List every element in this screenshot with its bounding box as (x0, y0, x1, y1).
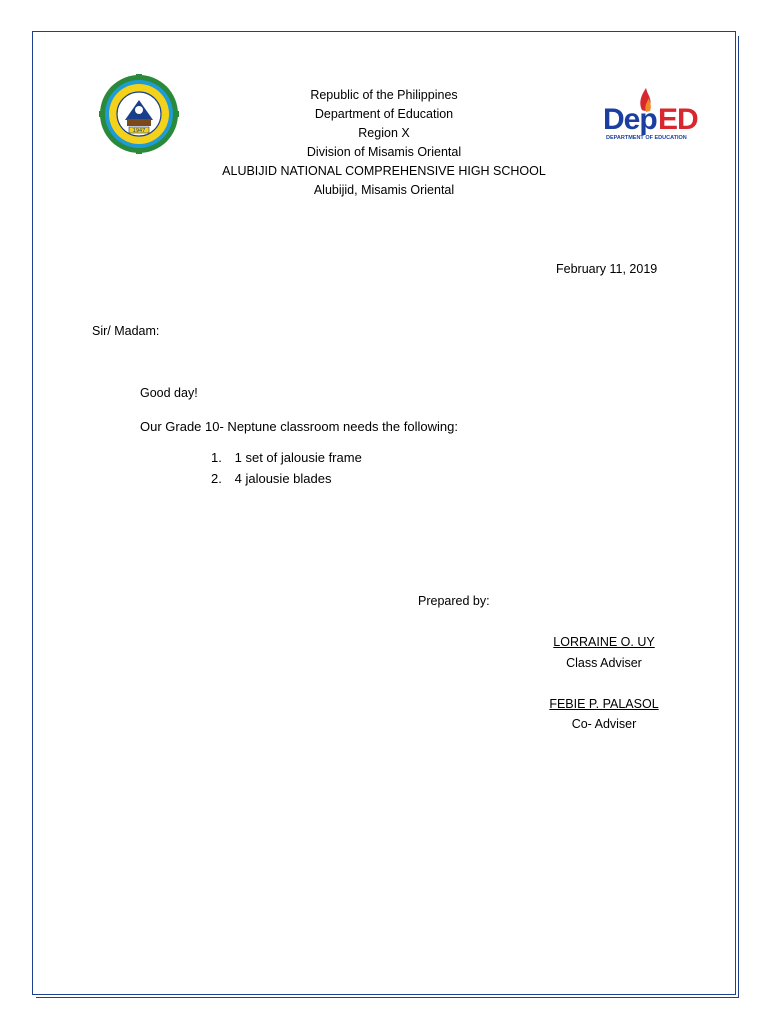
deped-tagline: DEPARTMENT OF EDUCATION (606, 135, 687, 141)
header-line-address: Alubijid, Misamis Oriental (313, 183, 455, 197)
school-seal-icon (99, 74, 179, 154)
greeting: Good day! (140, 386, 198, 400)
signatory-title: Class Adviser (566, 656, 642, 670)
deped-logo-icon (602, 86, 708, 142)
prepared-by-label: Prepared by: (418, 594, 490, 608)
letter-date: February 11, 2019 (556, 262, 658, 276)
seal-year: 1947 (132, 128, 146, 134)
list-item-number: 1. (211, 450, 222, 465)
header-line-republic: Republic of the Philippines (310, 88, 458, 102)
list-item-number: 2. (211, 471, 222, 486)
svg-text:ED: ED (658, 103, 698, 136)
header-line-division: Division of Misamis Oriental (306, 145, 462, 159)
signatory-name: FEBIE P. PALASOL (549, 697, 659, 711)
header-line-region: Region X (358, 126, 410, 140)
list-item (211, 471, 331, 486)
svg-text:Dep: Dep (603, 103, 657, 136)
salutation: Sir/ Madam: (92, 324, 160, 338)
letterhead (180, 86, 588, 200)
letter-body: Our Grade 10- Neptune classroom needs the following: (140, 419, 458, 434)
header-line-department: Department of Education (314, 107, 454, 121)
list-item-text: 4 jalousie blades (234, 471, 332, 486)
list-item (211, 450, 362, 465)
header-line-school: ALUBIJID NATIONAL COMPREHENSIVE HIGH SCHOOL (222, 164, 546, 178)
signatory-title: Co- Adviser (571, 717, 637, 731)
list-item-text: 1 set of jalousie frame (234, 450, 362, 465)
signatory-name: LORRAINE O. UY (553, 635, 655, 649)
